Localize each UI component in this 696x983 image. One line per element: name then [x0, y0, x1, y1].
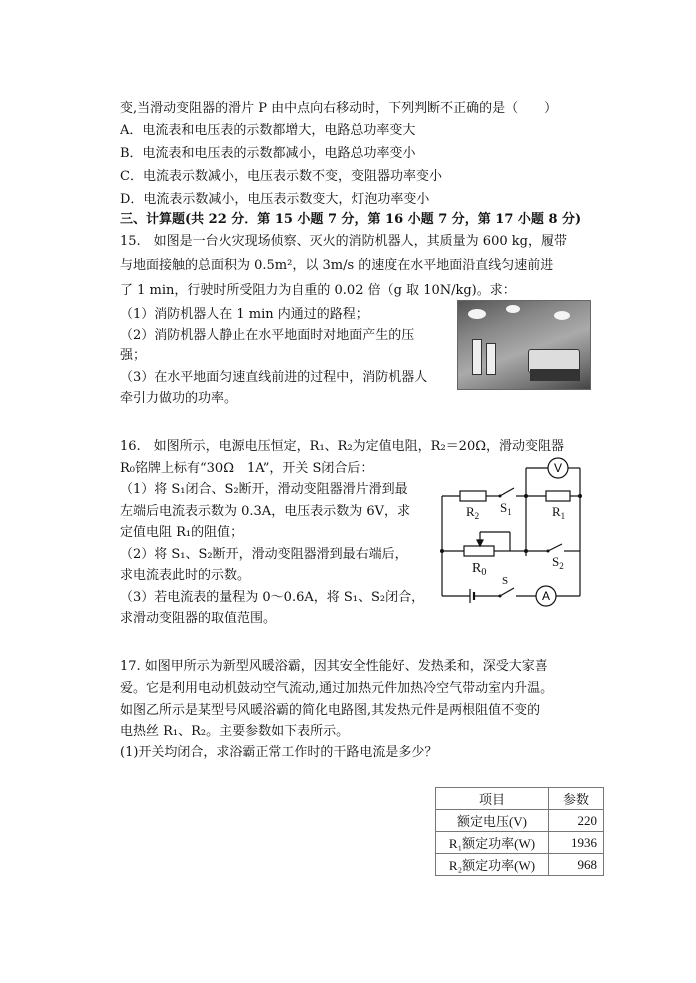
q15-part-1: （1）消防机器人在 1 min 内通过的路程； — [120, 307, 369, 322]
q17-line-1: 17. 如图甲所示为新型风暖浴霸，因其安全性能好、发热柔和，深受大家喜 — [120, 659, 548, 674]
table-cell: 220 — [549, 810, 604, 832]
parameter-table — [435, 787, 604, 876]
circuit-diagram — [430, 456, 590, 614]
q16-part-1-cont2: 定值电阻 R₁的阻值； — [120, 525, 244, 540]
tunnel-light — [506, 305, 520, 313]
robot-track — [530, 369, 580, 381]
table-header-item: 项目 — [436, 788, 549, 810]
switch-s — [500, 588, 514, 596]
q16-part-3-cont: 求滑动变阻器的取值范围。 — [120, 611, 277, 626]
tunnel-light — [468, 309, 486, 319]
fire-robot-photo — [457, 300, 591, 390]
ammeter-label: A — [541, 589, 551, 603]
q15-part-2: （2）消防机器人静止在水平地面时对地面产生的压 — [120, 328, 415, 343]
table-cell: R₂额定功率(W) — [436, 854, 549, 876]
table-row — [436, 832, 604, 854]
q16-part-2-cont: 求电流表此时的示数。 — [120, 568, 251, 583]
rheostat-r0 — [464, 546, 494, 556]
q16-part-1-cont: 左端后电流表示数为 0.3A，电压表示数为 6V，求 — [120, 504, 410, 519]
q14-option-b: B．电流表和电压表的示数都减小，电路总功率变小 — [120, 146, 416, 161]
q16-part-3: （3）若电流表的量程为 0～0.6A，将 S₁、S₂闭合， — [120, 590, 425, 605]
resistor-r1 — [546, 491, 570, 501]
table-header-row — [436, 788, 604, 810]
table-row — [436, 854, 604, 876]
voltmeter-label: V — [553, 461, 563, 475]
table-header-value: 参数 — [549, 788, 604, 810]
table-cell: 1936 — [549, 832, 604, 854]
firefighter — [486, 343, 496, 375]
q14-option-d: D．电流表示数减小，电压表示数变大，灯泡功率变小 — [120, 192, 430, 207]
q14-option-a: A．电流表和电压表的示数都增大，电路总功率变大 — [120, 123, 416, 138]
label-r2: $R_2$ — [466, 504, 480, 521]
table-row — [436, 810, 604, 832]
q17-line-5: (1)开关均闭合，求浴霸正常工作时的干路电流是多少？ — [120, 745, 438, 760]
q15-part-2-cont: 强； — [120, 348, 147, 363]
label-s1: $S_1$ — [500, 500, 512, 517]
section-heading: 三、计算题(共 22 分．第 15 小题 7 分，第 16 小题 7 分，第 17 小题 8 分) — [120, 212, 582, 227]
q14-stem: 变,当滑动变阻器的滑片 P 由中点向右移动时，下列判断不正确的是（ ） — [120, 101, 558, 116]
q14-option-c: C．电流表示数减小，电压表示数不变，变阻器功率变小 — [120, 169, 442, 184]
q17-line-2: 爱。它是利用电动机鼓动空气流动,通过加热元件加热冷空气带动室内升温。 — [120, 681, 554, 696]
q16-part-1: （1）将 S₁闭合、S₂断开，滑动变阻器滑片滑到最 — [120, 482, 408, 497]
table-cell: R₁额定功率(W) — [436, 832, 549, 854]
label-s2: $S_2$ — [552, 554, 564, 571]
q15-part-3-cont: 牵引力做功的功率。 — [120, 391, 238, 406]
q16-part-2: （2）将 S₁、S₂断开，滑动变阻器滑到最右端后， — [120, 547, 408, 562]
q15-line-1: 15. 如图是一台火灾现场侦察、灭火的消防机器人，其质量为 600 kg，履带 — [120, 234, 567, 249]
table-cell: 968 — [549, 854, 604, 876]
q16-line-1: 16. 如图所示，电源电压恒定，R₁、R₂为定值电阻，R₂＝20Ω，滑动变阻器 — [120, 439, 564, 454]
q16-line-2: R₀铭牌上标有“30Ω 1A”，开关 S闭合后： — [120, 461, 374, 476]
tunnel-light — [554, 311, 570, 320]
table-cell: 额定电压(V) — [436, 810, 549, 832]
resistor-r2 — [460, 491, 486, 501]
label-r1: $R_1$ — [552, 504, 566, 521]
firefighter — [472, 339, 482, 375]
switch-s1 — [500, 488, 514, 496]
label-s: S — [502, 575, 509, 587]
label-r0: $R_0$ — [472, 561, 487, 578]
q17-line-3: 如图乙所示是某型号风暖浴霸的简化电路图,其发热元件是两根阻值不变的 — [120, 703, 541, 718]
q15-part-3: （3）在水平地面匀速直线前进的过程中，消防机器人 — [120, 370, 428, 385]
q15-line-3: 了 1 min，行驶时所受阻力为自重的 0.02 倍（g 取 10N/kg)。求： — [120, 283, 516, 298]
q15-line-2: 与地面接触的总面积为 0.5m²，以 3m/s 的速度在水平地面沿直线匀速前进 — [120, 258, 554, 273]
switch-s2 — [548, 544, 562, 551]
q17-line-4: 电热丝 R₁、R₂。主要参数如下表所示。 — [120, 724, 350, 739]
